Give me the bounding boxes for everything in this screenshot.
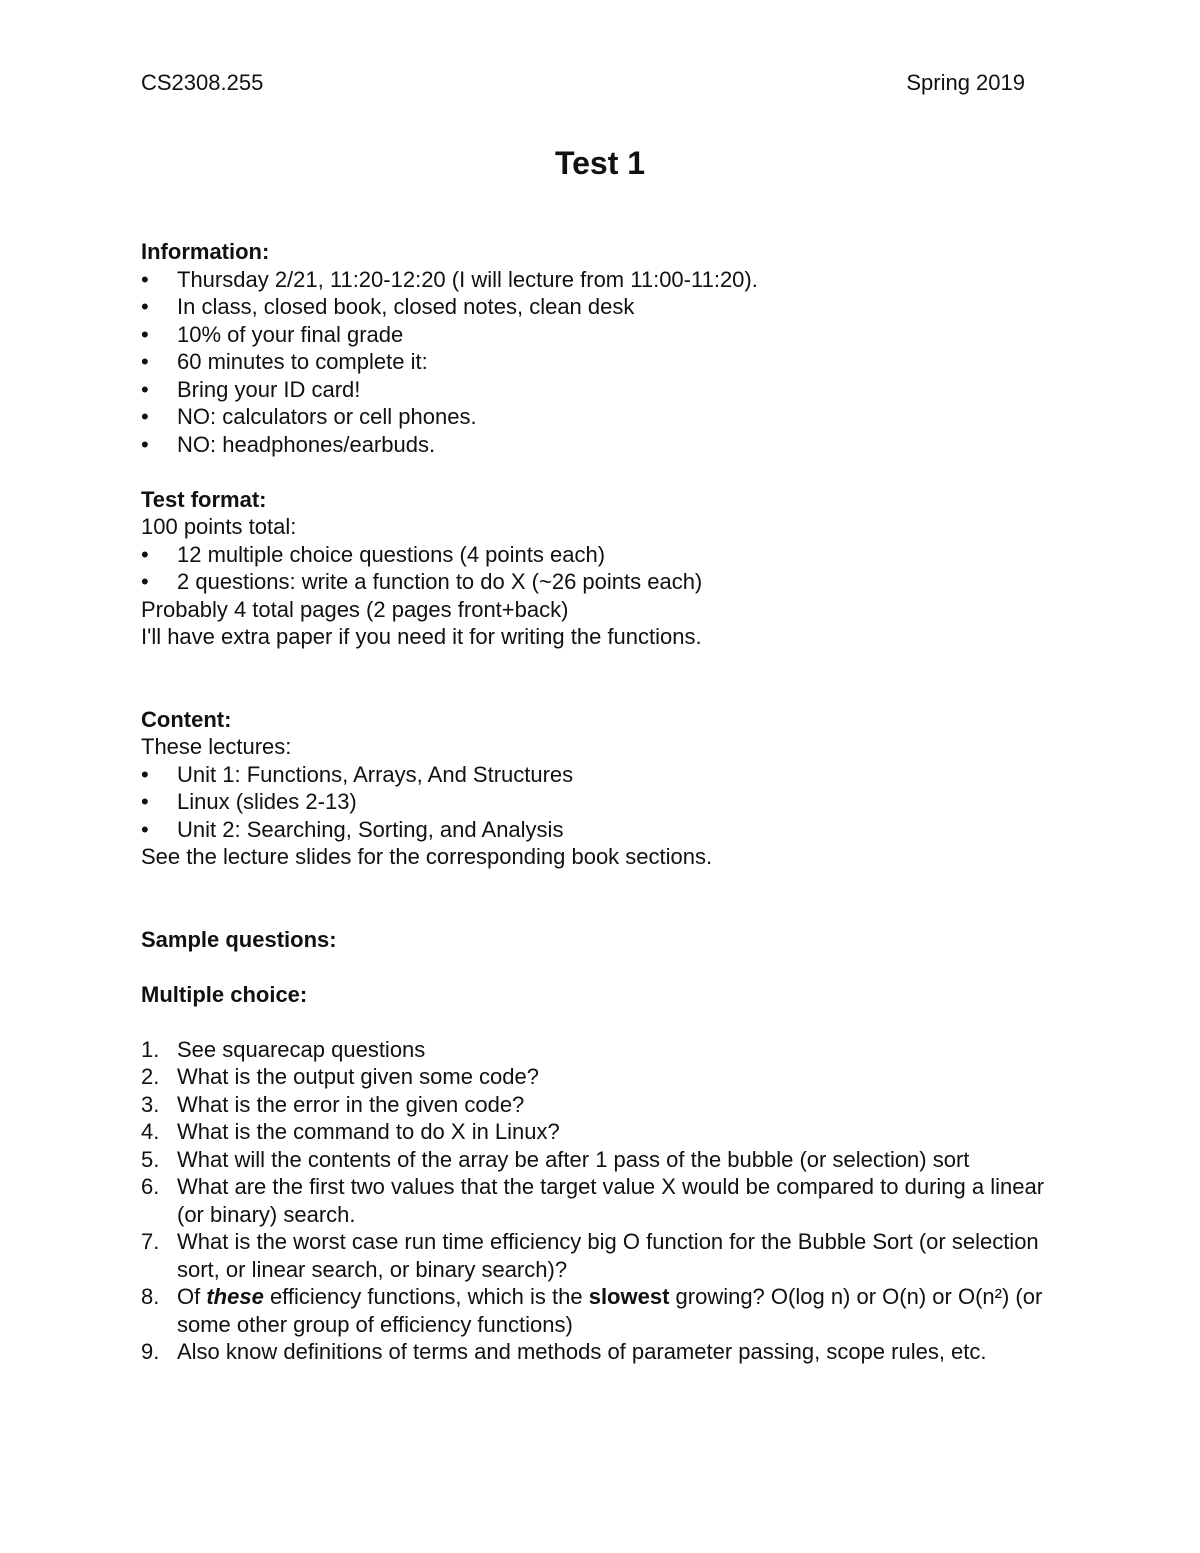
list-item [141,1063,1061,1091]
document-body [141,238,1061,1366]
list-item [141,1338,1061,1366]
information-heading: Information: [141,239,270,264]
item-text: What is the command to do X in Linux? [177,1119,560,1144]
list-item: • Bring your ID card! [141,376,1061,404]
list-item: • In class, closed book, closed notes, clean desk [141,293,1061,321]
item-number: 3. [141,1091,160,1117]
item-text-b: efficiency functions, which is the [263,1284,589,1309]
questions-list [141,1036,1061,1366]
item-text: Also know definitions of terms and methods of parameter passing, scope rules, etc. [177,1339,987,1364]
information-list [141,266,1061,459]
course-code: CS2308.255 [141,70,264,95]
list-item [141,1283,1061,1338]
list-item [141,1036,1061,1064]
page-title: Test 1 [554,145,646,181]
item-text: What is the error in the given code? [177,1091,525,1117]
list-item [141,1091,1061,1119]
item-number: 2. [141,1064,160,1089]
list-item: • 10% of your final grade [141,321,1061,349]
test-format-intro: 100 points total: [141,514,297,539]
item-text: What is the output given some code? [177,1064,539,1089]
item-number: 5. [141,1146,160,1172]
list-item: • Unit 2: Searching, Sorting, and Analysis [141,816,1061,844]
item-text: What are the first two values that the target value X would be compared to during a linear (or binary) search. [177,1174,1045,1227]
item-number: 4. [141,1119,160,1144]
content-intro: These lectures: [141,734,292,759]
list-item: • 12 multiple choice questions (4 points each) [141,541,1061,569]
item-text: What is the worst case run time efficiency big O function for the Bubble Sort (or selection sort, or linear search, or binary search)? [177,1229,1039,1282]
list-item: • NO: headphones/earbuds. [141,431,1061,459]
list-item: • 2 questions: write a function to do X (~26 points each) [141,568,1061,596]
list-item [141,1173,1061,1228]
sample-questions-heading: Sample questions: [141,926,337,952]
item-text-a: Of [177,1284,207,1309]
list-item: • Thursday 2/21, 11:20-12:20 (I will lecture from 11:00-11:20). [141,266,1061,294]
test-format-pages: Probably 4 total pages (2 pages front+back) [141,596,569,622]
list-item: • Linux (slides 2-13) [141,788,1061,816]
multiple-choice-heading: Multiple choice: [141,981,308,1007]
item-number: 6. [141,1174,160,1199]
content-outro: See the lecture slides for the corresponding book sections. [141,844,713,869]
item-text-c: growing? O(log n) or O(n) or O(n²) (or some other group of efficiency functions) [177,1284,1043,1337]
item-number: 9. [141,1339,160,1364]
item-text: See squarecap questions [177,1036,426,1062]
content-heading: Content: [141,706,232,732]
list-item: • 60 minutes to complete it: [141,348,1061,376]
item-number: 8. [141,1284,160,1309]
test-format-paper: I'll have extra paper if you need it for writing the functions. [141,624,702,649]
list-item [141,1228,1061,1283]
list-item [141,1146,1061,1174]
list-item: • Unit 1: Functions, Arrays, And Structures [141,761,1061,789]
list-item: • NO: calculators or cell phones. [141,403,1061,431]
content-list [141,761,1061,844]
item-number: 7. [141,1229,160,1254]
item-text: What will the contents of the array be after 1 pass of the bubble (or selection) sort [177,1146,970,1172]
emphasis-slowest: slowest [588,1284,670,1309]
emphasis-these: these [206,1284,264,1309]
item-number: 1. [141,1036,160,1062]
test-format-heading: Test format: [141,486,267,512]
list-item [141,1118,1061,1146]
term: Spring 2019 [906,70,1025,95]
test-format-list [141,541,1061,596]
